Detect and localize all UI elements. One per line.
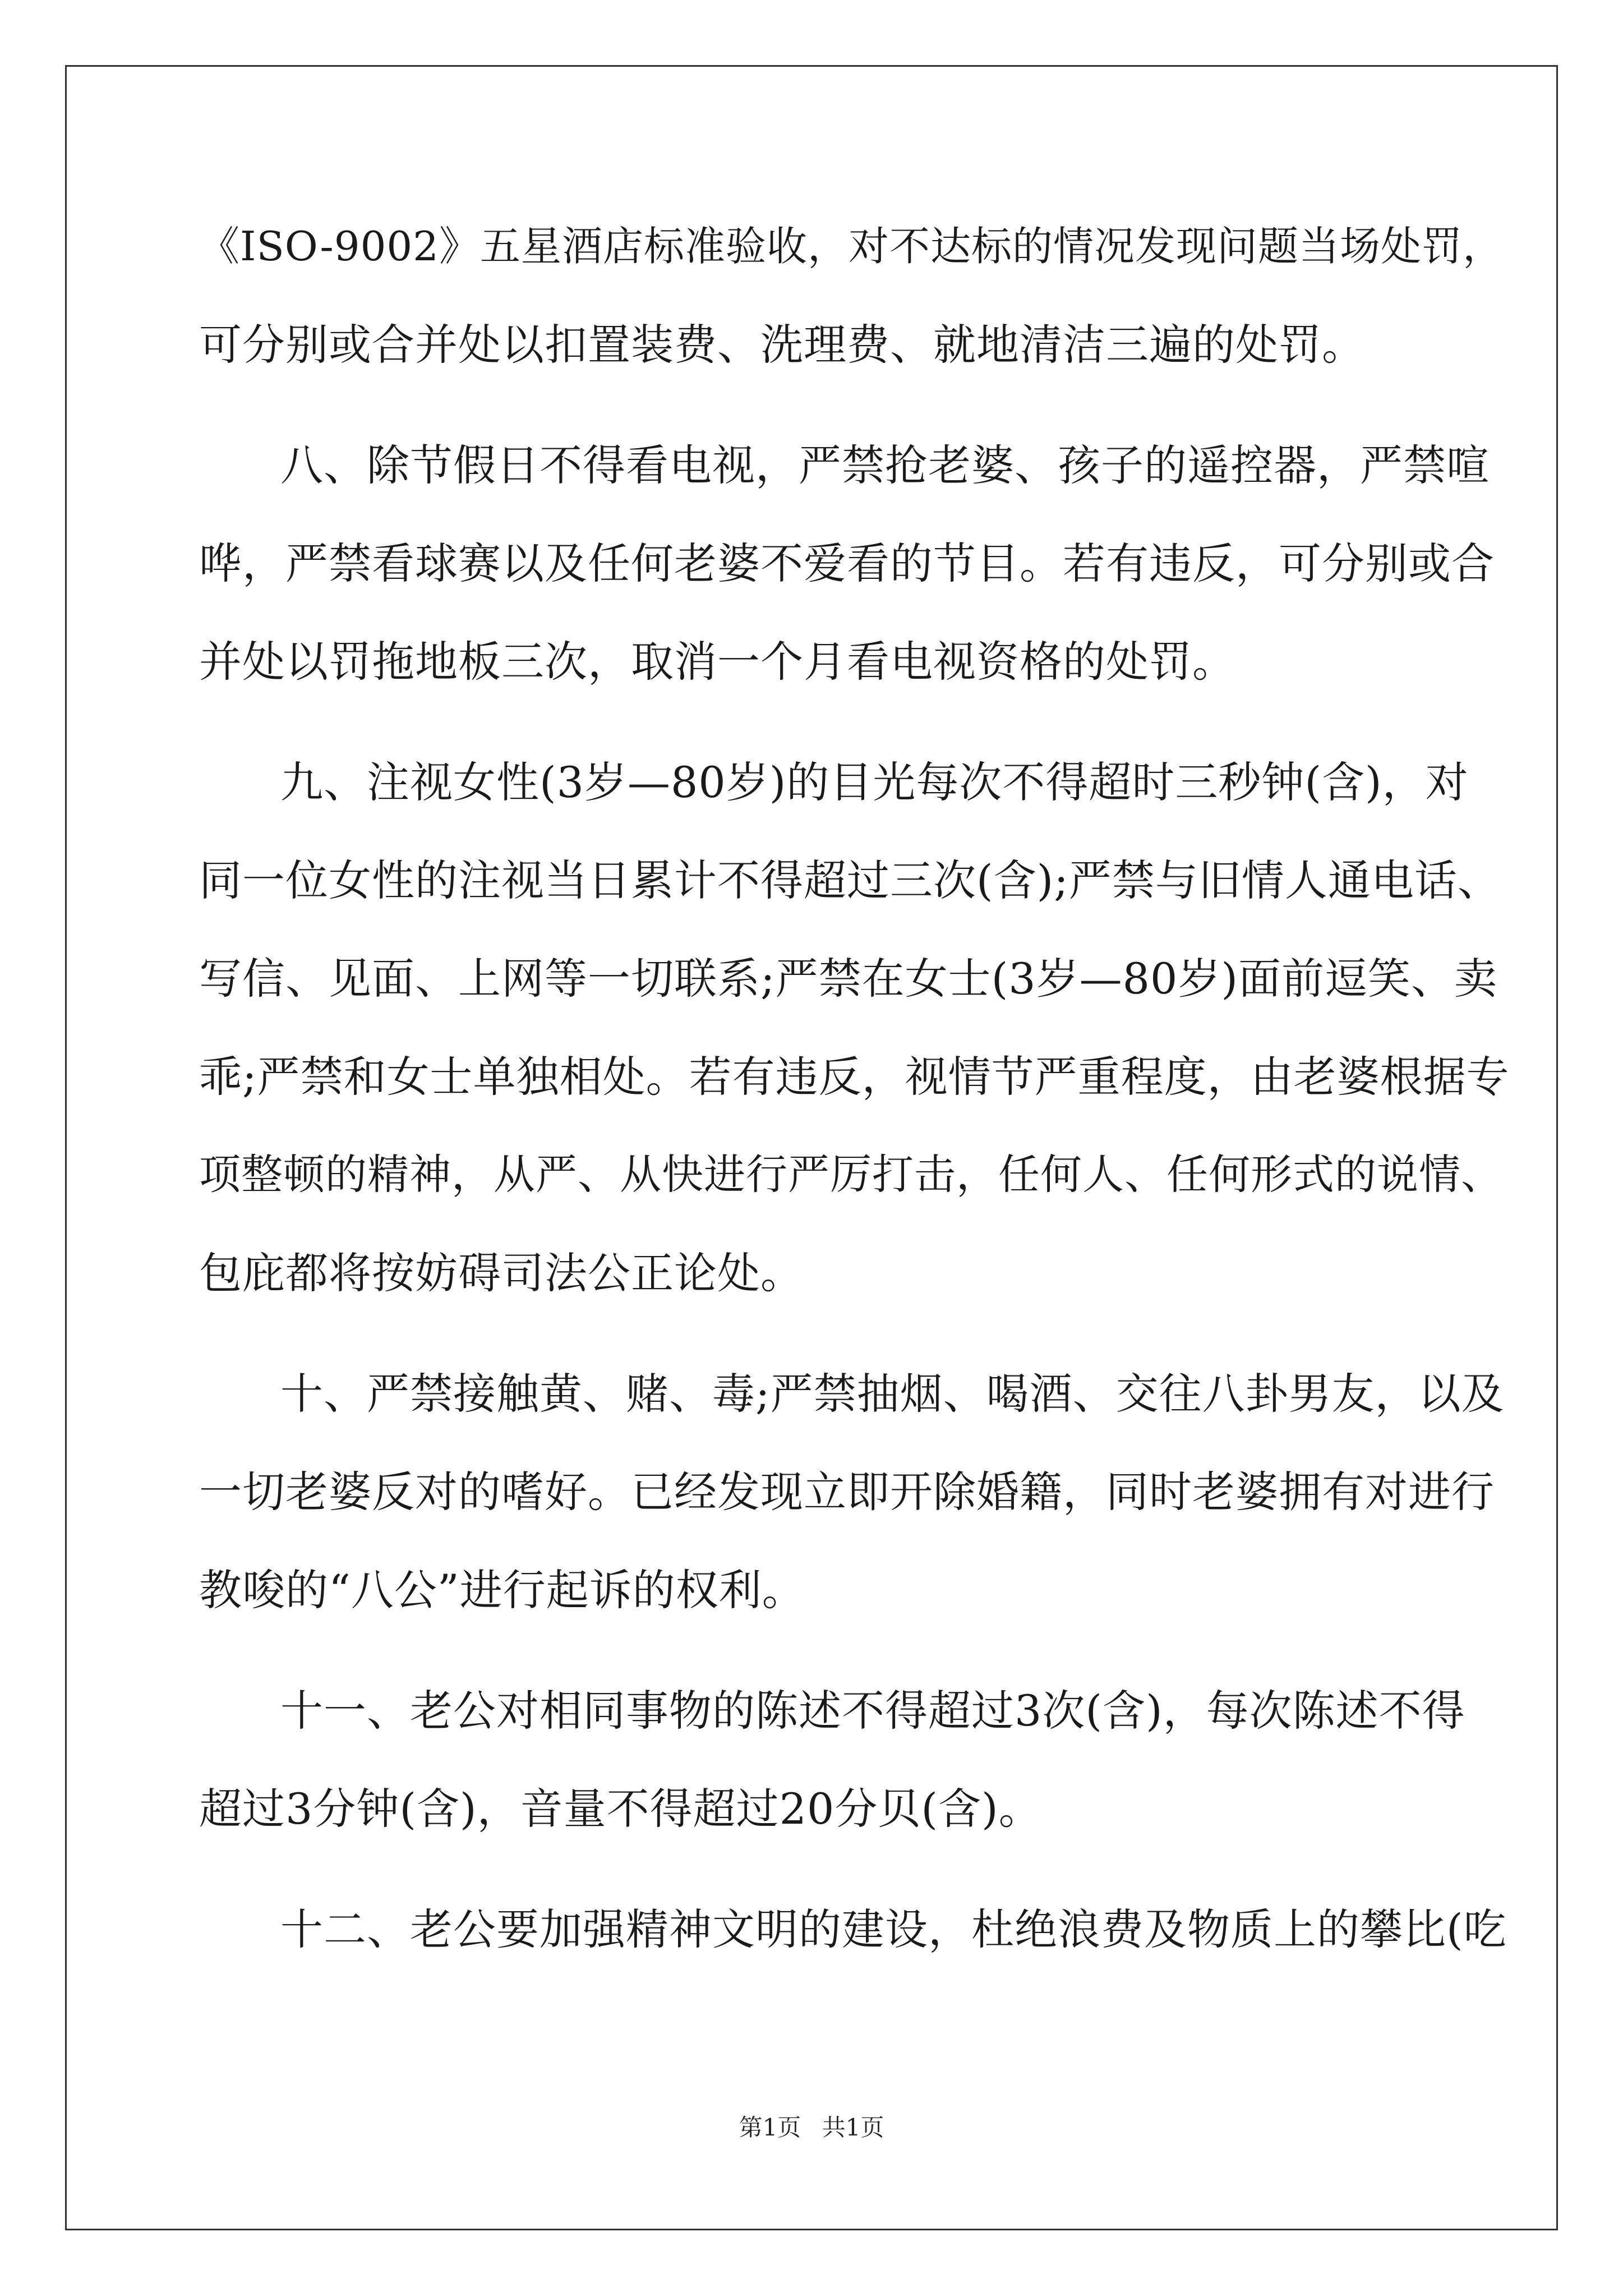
text-line: 乖;严禁和女士单独相处。若有违反，视情节严重程度，由老婆根据专 bbox=[199, 1052, 1510, 1102]
paragraph-start-line: 十一、老公对相同事物的陈述不得超过3次(含)，每次陈述不得 bbox=[280, 1686, 1465, 1736]
text-line: 一切老婆反对的嗜好。已经发现立即开除婚籍，同时老婆拥有对进行 bbox=[199, 1467, 1495, 1517]
text-line: 教唆的“八公”进行起诉的权利。 bbox=[199, 1565, 805, 1615]
text-line: 超过3分钟(含)，音量不得超过20分贝(含)。 bbox=[199, 1784, 1042, 1834]
text-line: 同一位女性的注视当日累计不得超过三次(含);严禁与旧情人通电话、 bbox=[199, 855, 1501, 905]
page-number: 第1页 bbox=[739, 2114, 801, 2141]
paragraph-start-line: 九、注视女性(3岁—80岁)的目光每次不得超时三秒钟(含)，对 bbox=[280, 757, 1469, 807]
paragraph-start-line: 十二、老公要加强精神文明的建设，杜绝浪费及物质上的攀比(吃 bbox=[280, 1904, 1507, 1954]
page-total: 共1页 bbox=[822, 2114, 884, 2141]
text-line: 并处以罚拖地板三次，取消一个月看电视资格的处罚。 bbox=[199, 637, 1235, 687]
paragraph-start-line: 八、除节假日不得看电视，严禁抢老婆、孩子的遥控器，严禁喧 bbox=[280, 440, 1490, 490]
text-line: 写信、见面、上网等一切联系;严禁在女士(3岁—80岁)面前逗笑、卖 bbox=[199, 954, 1497, 1004]
text-line: 项整顿的精神，从严、从快进行严厉打击，任何人、任何形式的说情、 bbox=[199, 1151, 1503, 1199]
text-line: 可分别或合并处以扣置装费、洗理费、就地清洁三遍的处罚。 bbox=[199, 320, 1365, 370]
text-line: 包庇都将按妨碍司法公正论处。 bbox=[199, 1248, 804, 1298]
page-footer bbox=[0, 2116, 1623, 2139]
text-line: 《ISO-9002》五星酒店标准验收，对不达标的情况发现问题当场处罚， bbox=[199, 223, 1504, 270]
paragraph-start-line: 十、严禁接触黄、赌、毒;严禁抽烟、喝酒、交往八卦男友，以及 bbox=[280, 1369, 1505, 1419]
text-line: 哗，严禁看球赛以及任何老婆不爱看的节目。若有违反，可分别或合 bbox=[199, 539, 1495, 588]
